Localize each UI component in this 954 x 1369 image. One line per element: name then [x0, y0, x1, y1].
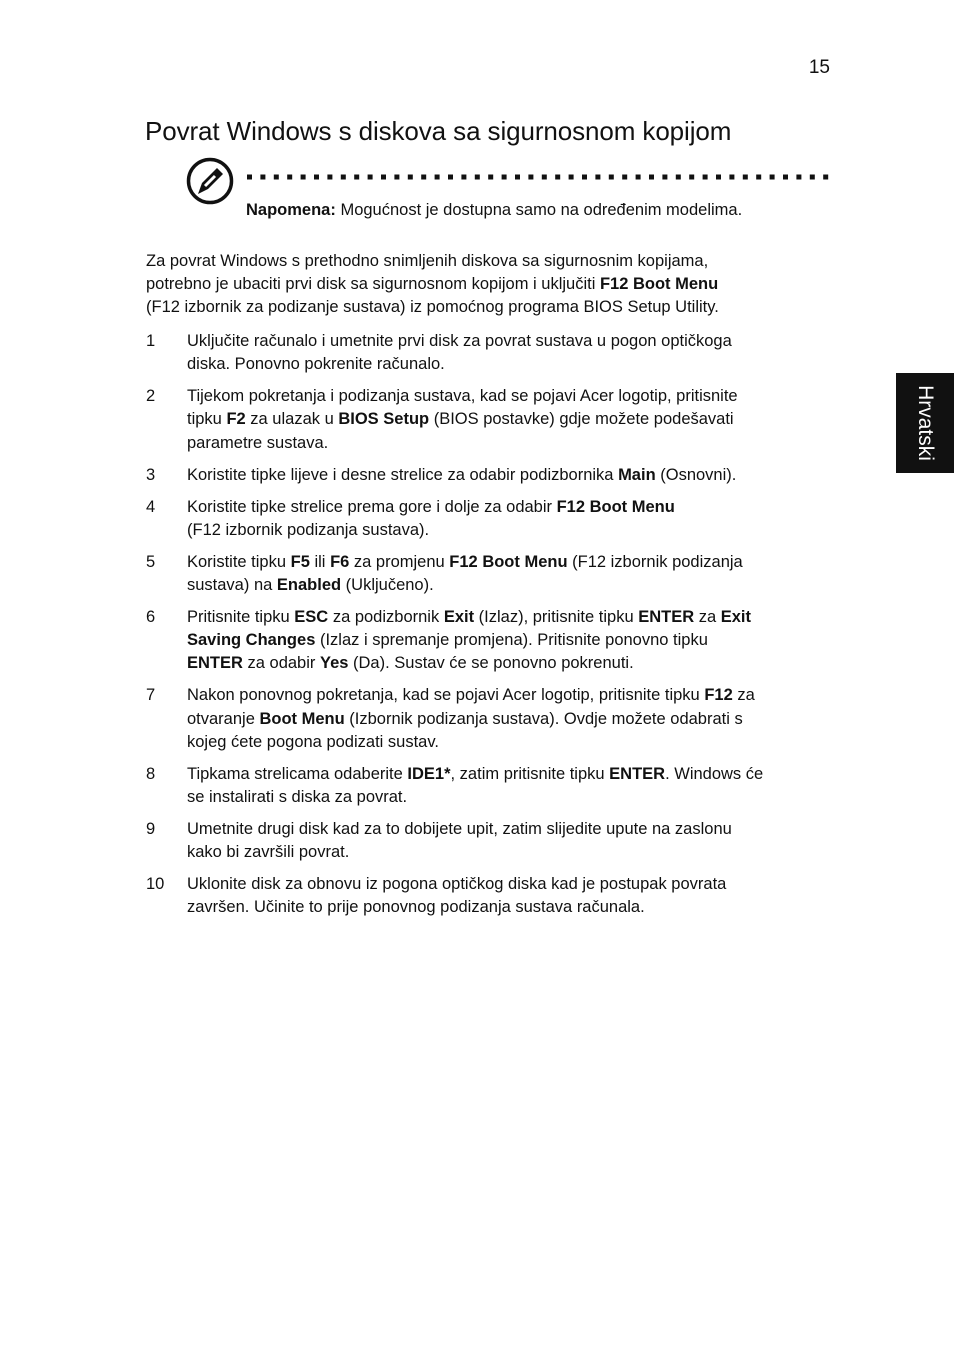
- step-item: [146, 818, 836, 864]
- bold-term: Saving Changes: [187, 631, 316, 650]
- step-line: [187, 629, 836, 652]
- bold-term: Exit: [720, 608, 752, 627]
- text-run: . Windows će: [665, 764, 764, 783]
- step-number: 10: [146, 875, 165, 894]
- note-text: [246, 201, 742, 220]
- step-line: Tijekom pokretanja i podizanja sustava, kad se pojavi Acer logotip, pritisnite: [187, 387, 738, 406]
- bold-term: F6: [330, 552, 350, 571]
- step-item: [146, 763, 836, 809]
- bold-term: F12 Boot Menu: [599, 275, 719, 294]
- bold-term: F12 Boot Menu: [449, 552, 568, 571]
- step-line: parametre sustava.: [187, 433, 329, 452]
- step-text: [187, 606, 836, 676]
- text-run: Tipkama strelicama odaberite: [187, 764, 408, 783]
- step-number: 8: [146, 764, 156, 783]
- step-line: [187, 708, 836, 731]
- text-run: , zatim pritisnite tipku: [450, 764, 610, 783]
- step-line: završen. Učinite to prije ponovnog podizanja sustava računala.: [187, 898, 645, 917]
- language-tab-label: Hrvatski: [914, 385, 937, 461]
- step-line: kojeg ćete pogona podizati sustav.: [187, 732, 439, 751]
- section-title: Povrat Windows s diskova sa sigurnosnom kopijom: [145, 116, 732, 146]
- text-run: Koristite tipku: [187, 552, 291, 571]
- step-line: [187, 606, 836, 629]
- bold-term: ENTER: [609, 764, 666, 783]
- step-text: [187, 330, 836, 376]
- step-number: 7: [146, 686, 156, 705]
- step-number: 5: [146, 552, 156, 571]
- step-item: [146, 330, 836, 376]
- step-line: kako bi završili povrat.: [187, 843, 350, 862]
- bold-term: F12: [704, 686, 733, 705]
- step-line: Umetnite drugi disk kad za to dobijete upit, zatim slijedite upute na zaslonu: [187, 820, 732, 839]
- step-line: diska. Ponovno pokrenite računalo.: [187, 355, 445, 374]
- step-line: [187, 574, 836, 597]
- text-run: (Da). Sustav će se ponovno pokrenuti.: [348, 654, 634, 673]
- note-label: Napomena:: [246, 201, 336, 219]
- bold-term: F2: [226, 410, 246, 429]
- bold-term: Enabled: [276, 576, 342, 595]
- bold-term: F5: [290, 552, 310, 571]
- text-run: (Uključeno).: [341, 576, 434, 595]
- text-run: ili: [309, 552, 331, 571]
- page-number: 15: [808, 57, 830, 78]
- step-text: [187, 873, 836, 919]
- text-run: za podizbornik: [328, 608, 444, 627]
- step-line: se instalirati s diska za povrat.: [187, 788, 408, 807]
- step-item: [146, 684, 836, 754]
- text-run: za promjenu: [349, 552, 450, 571]
- step-item: [146, 551, 836, 597]
- step-number: 3: [146, 465, 156, 484]
- step-item: [146, 385, 836, 455]
- note-body: Mogućnost je dostupna samo na određenim modelima.: [335, 201, 743, 219]
- step-line: Uključite računalo i umetnite prvi disk za povrat sustava u pogon optičkoga: [187, 332, 732, 350]
- text-run: Pritisnite tipku: [187, 608, 295, 627]
- bold-term: F12 Boot Menu: [556, 497, 675, 516]
- step-number: 1: [146, 332, 156, 350]
- text-run: Koristite tipke strelice prema gore i dolje za odabir: [187, 497, 557, 516]
- note-pen-icon: [186, 157, 234, 205]
- text-run: za: [694, 608, 721, 627]
- step-item: [146, 873, 836, 919]
- step-line: [187, 684, 836, 707]
- text-run: za ulazak u: [245, 410, 339, 429]
- step-item: [146, 496, 836, 542]
- bold-term: ESC: [294, 608, 329, 627]
- intro-line: Za povrat Windows s prethodno snimljenih diskova sa sigurnosnim kopijama,: [146, 252, 709, 270]
- step-text: [187, 551, 836, 597]
- step-line: [187, 551, 836, 574]
- step-line: [187, 763, 836, 786]
- text-run: Nakon ponovnog pokretanja, kad se pojavi Acer logotip, pritisnite tipku: [187, 686, 705, 705]
- step-number: 4: [146, 497, 156, 516]
- note-divider: [247, 174, 833, 180]
- step-text: [187, 496, 836, 542]
- text-run: potrebno je ubaciti prvi disk sa sigurnosnom kopijom i uključiti: [146, 275, 600, 294]
- text-run: tipku: [187, 410, 227, 429]
- step-line: [187, 464, 836, 487]
- step-number: 2: [146, 387, 156, 406]
- step-line: [187, 652, 836, 675]
- step-item: [146, 606, 836, 676]
- text-run: za odabir: [242, 654, 320, 673]
- step-text: [187, 818, 836, 864]
- bold-term: Main: [618, 465, 656, 484]
- bold-term: Yes: [319, 654, 349, 673]
- text-run: (Izbornik podizanja sustava). Ovdje možete odabrati s: [344, 709, 743, 728]
- step-line: [187, 408, 836, 431]
- step-text: [187, 763, 836, 809]
- step-line: [187, 496, 836, 519]
- intro-paragraph: [146, 250, 836, 320]
- step-number: 6: [146, 608, 156, 627]
- bold-term: Exit: [443, 608, 475, 627]
- step-text: [187, 464, 836, 487]
- text-run: (Izlaz), pritisnite tipku: [474, 608, 639, 627]
- text-run: sustava) na: [187, 576, 277, 595]
- language-tab: [896, 373, 954, 473]
- intro-line: (F12 izbornik za podizanje sustava) iz pomoćnog programa BIOS Setup Utility.: [146, 298, 719, 317]
- text-run: (Izlaz i spremanje promjena). Pritisnite ponovno tipku: [315, 631, 708, 650]
- text-run: otvaranje: [187, 709, 260, 728]
- step-line: (F12 izbornik podizanja sustava).: [187, 520, 430, 539]
- bold-term: ENTER: [187, 654, 243, 673]
- text-run: za: [732, 686, 755, 705]
- steps-list: [146, 330, 836, 928]
- step-item: [146, 464, 836, 487]
- intro-line: [146, 273, 836, 296]
- step-text: [187, 684, 836, 754]
- bold-term: BIOS Setup: [338, 410, 430, 429]
- bold-term: ENTER: [638, 608, 695, 627]
- text-run: (BIOS postavke) gdje možete podešavati: [429, 410, 734, 429]
- text-run: (F12 izbornik podizanja: [567, 552, 743, 571]
- text-run: Koristite tipke lijeve i desne strelice za odabir podizbornika: [187, 465, 619, 484]
- step-number: 9: [146, 820, 156, 839]
- bold-term: IDE1*: [407, 764, 451, 783]
- bold-term: Boot Menu: [259, 709, 345, 728]
- text-run: (Osnovni).: [655, 465, 737, 484]
- step-line: Uklonite disk za obnovu iz pogona optičkog diska kad je postupak povrata: [187, 875, 727, 894]
- step-text: [187, 385, 836, 455]
